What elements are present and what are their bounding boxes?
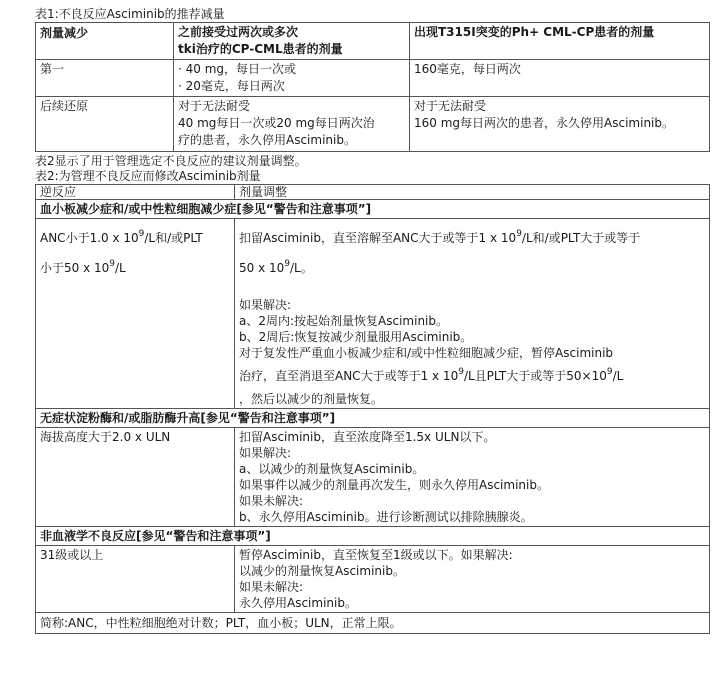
section-thrombocytopenia: 血小板减少症和/或中性粒细胞减少症[参见“警告和注意事项”] <box>36 200 710 219</box>
anc-action-cell: 扣留Asciminib，直至溶解至ANC大于或等于1 x $10^9/L$和/或PLT大于或等于 50 x $10^9/L$。 如果解决: a、2周内:按起始剂量恢复Asciminib。 b、2周后:恢复按减少剂量服用Asciminib。 对于复发性严重血小板减少症和/或中性粒细胞减少症，暂停Asciminib 治疗，直至消退至ANC大于或等于1 x $10^9/L$且PLT大于或等于$50\times 10^9/L$ ，然后以减少的剂量恢复。 <box>235 219 710 409</box>
table1-caption: 表1:不良反应Asciminib的推荐减量 <box>35 7 225 21</box>
section-amylase-lipase: 无症状淀粉酶和/或脂肪酶升高[参见“警告和注意事项”] <box>36 409 710 428</box>
uln-condition-cell: 海拔高度大于2.0 x ULN <box>36 428 235 527</box>
uln-action-cell: 扣留Asciminib，直至浓度降至1.5x ULN以下。 如果解决: a、以减少的剂量恢复Asciminib。 如果事件以减少的剂量再次发生，则永久停用Asciminib。 如果未解决: b、永久停用Asciminib。进行诊断测试以排除胰腺炎。 <box>235 428 710 527</box>
abbreviations-footnote: 简称:ANC，中性粒细胞绝对计数；PLT，血小板；ULN，正常上限。 <box>36 613 710 634</box>
section-non-hematologic: 非血液学不良反应[参见“警告和注意事项”] <box>36 527 710 546</box>
table2-header-dose-adjustment: 剂量调整 <box>235 185 710 200</box>
table2-row-anc <box>36 219 710 409</box>
table1-row <box>36 97 710 152</box>
table1-cell: 第一 <box>36 60 174 97</box>
table1-cell: 160毫克，每日两次 <box>410 60 710 97</box>
table1-cell: · 40 mg，每日一次或 · 20毫克，每日两次 <box>174 60 410 97</box>
table2-header-adverse-reaction: 逆反应 <box>36 185 235 200</box>
table1-header-row <box>36 23 710 60</box>
table1-row <box>36 60 710 97</box>
dose-reduction-table <box>35 22 710 152</box>
anc-condition-cell: ANC小于1.0 x $10^9/L$和/或PLT 小于50 x $10^9/L$ <box>36 219 235 409</box>
document <box>35 7 709 634</box>
table2-row-grade3 <box>36 546 710 613</box>
table1-cell: 对于无法耐受 160 mg每日两次的患者，永久停用Asciminib。 <box>410 97 710 152</box>
table2-footnote-row <box>36 613 710 634</box>
table2-row-uln <box>36 428 710 527</box>
table2-section-row <box>36 409 710 428</box>
table1-header-t315i: 出现T315I突变的Ph+ CML-CP患者的剂量 <box>410 23 710 60</box>
table2-section-row <box>36 527 710 546</box>
table1-header-dose-reduction: 剂量减少 <box>36 23 174 60</box>
table2-caption: 表2:为管理不良反应而修改Asciminib剂量 <box>35 169 261 183</box>
table1-cell: 后续还原 <box>36 97 174 152</box>
table2-header-row <box>36 185 710 200</box>
table2-section-row <box>36 200 710 219</box>
table2-intro: 表2显示了用于管理选定不良反应的建议剂量调整。 <box>35 154 307 168</box>
grade3-action-cell: 暂停Asciminib，直至恢复至1级或以下。如果解决: 以减少的剂量恢复Asciminib。 如果未解决: 永久停用Asciminib。 <box>235 546 710 613</box>
grade3-condition-cell: 31级或以上 <box>36 546 235 613</box>
table1-header-prior-tki: 之前接受过两次或多次 tki治疗的CP-CML患者的剂量 <box>174 23 410 60</box>
dose-modification-table <box>35 184 710 634</box>
table1-cell: 对于无法耐受 40 mg每日一次或20 mg每日两次治 疗的患者，永久停用Asciminib。 <box>174 97 410 152</box>
